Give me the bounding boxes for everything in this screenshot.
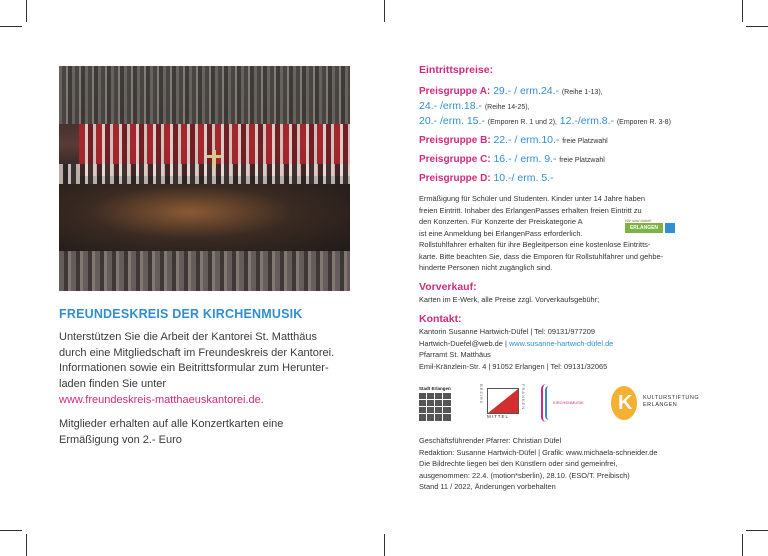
stadt-erlangen-logo: Stadt Erlangen [419, 386, 453, 422]
crop-mark [384, 534, 385, 556]
freundeskreis-intro: Unterstützen Sie die Arbeit der Kantorei St. Matthäus durch eine Mitgliedschaft im Freundeskreis der Kantorei. Informationen sowie ein Beitrittsformular zum Herunter- laden finden Sie unter [59, 331, 335, 390]
erlangenpass-badge: Wir sind dabei! ERLANGEN PASS [625, 218, 677, 236]
vorverkauf-heading: Vorverkauf: [419, 281, 477, 293]
crop-mark [746, 26, 768, 27]
freundeskreis-heading: FREUNDESKREIS DER KIRCHENMUSIK [59, 307, 303, 321]
orchestra [59, 184, 350, 254]
kirchenmusik-logo: KIRCHENMUSIK [541, 384, 585, 424]
kulturstiftung-logo: K KULTURSTIFTUNG ERLANGEN [611, 386, 721, 422]
altar-cross [207, 150, 221, 168]
kontakt-heading: Kontakt: [419, 313, 462, 325]
kontakt-email[interactable]: Hartwich-Duefel@web.de | [419, 338, 507, 348]
price-group-a-line1: Preisgruppe A: 29.- / erm.24.- (Reihe 1-13), [419, 85, 603, 97]
crop-mark [26, 534, 27, 556]
vorverkauf-text: Karten im E-Werk, alle Preise zzgl. Vorverkaufsgebühr; [419, 295, 600, 304]
choir-front-rows [59, 164, 350, 184]
price-group-b: Preisgruppe B: 22.- / erm.10.- freie Platzwahl [419, 134, 608, 146]
price-group-a-line3: 20.- /erm. 15.- (Emporen R. 1 und 2), 12.-/erm.8.- (Emporen R. 3-8) [419, 115, 671, 127]
bezirk-triangle-icon [487, 388, 519, 414]
kulturstiftung-k-icon [611, 386, 637, 420]
choir-concert-photo [59, 66, 350, 291]
bezirk-mittelfranken-logo: BEZIRK MITTEL FRANKEN [479, 384, 526, 419]
price-group-c: Preisgruppe C: 16.- / erm. 9.- freie Platzwahl [419, 153, 605, 165]
crop-mark [742, 0, 743, 22]
crop-mark [746, 530, 768, 531]
crop-mark [384, 0, 385, 22]
kontakt-info: Kantorin Susanne Hartwich-Düfel | Tel: 09131/977209 Hartwich-Duefel@web.de | www.susanne-hartwich-düfel.de Pfarramt St. Matthäus Emil-Kränzlein-Str. 4 | 91052 Erlangen | Tel: 09131/32065 [419, 327, 614, 371]
price-group-d: Preisgruppe D: 10.-/ erm. 5.- [419, 172, 554, 184]
erlangenpass-square-icon [665, 223, 675, 233]
freundeskreis-link[interactable]: www.freundeskreis-matthaeuskantorei.de. [59, 394, 264, 406]
members-discount: Mitglieder erhalten auf alle Konzertkarten eine Ermäßigung von 2.- Euro [59, 418, 284, 446]
crop-mark [0, 26, 22, 27]
sponsor-logos [419, 384, 719, 426]
price-group-a-line2: 24.- /erm.18.- (Reihe 14-25), [419, 100, 530, 112]
crop-mark [0, 530, 22, 531]
audience [59, 251, 350, 291]
kirchenmusik-curve2-icon [545, 386, 553, 420]
eintrittspreise-heading: Eintrittspreise: [419, 64, 494, 76]
discount-info: Ermäßigung für Schüler und Studenten. Kinder unter 14 Jahre haben freien Eintritt. Inhaber des ErlangenPasses erhalten freien Eintritt zu den Konzerten. Für Konzerte der Preiskategorie A ist eine Anmeldung bei ErlangenPass erforderlich. Rollstuhlfahrer erhalten für ihre Begleitperson eine kostenlose Eintritts- karte. Bitte beachten Sie, dass die Emporen für Rollstuhlfahrer und gehbe- hinderte Personen nicht zugänglich sind. [419, 194, 664, 272]
kontakt-website[interactable]: www.susanne-hartwich-düfel.de [508, 338, 614, 348]
stadt-grid-icon [419, 393, 451, 421]
organ-pipes [59, 66, 350, 124]
footer-credits: Geschäftsführender Pfarrer: Christian Düfel Redaktion: Susanne Hartwich-Düfel | Grafik: www.michaela-schneider.de Die Bildrechte liegen bei den Künstlern oder sind gemeinfrei, ausgenommen: 22.4. (motion*sberlin), 28.10. (ESO/T. Preibisch) Stand 11 / 2022, Änderungen vorbehalten [419, 436, 658, 491]
crop-mark [26, 0, 27, 22]
crop-mark [742, 534, 743, 556]
